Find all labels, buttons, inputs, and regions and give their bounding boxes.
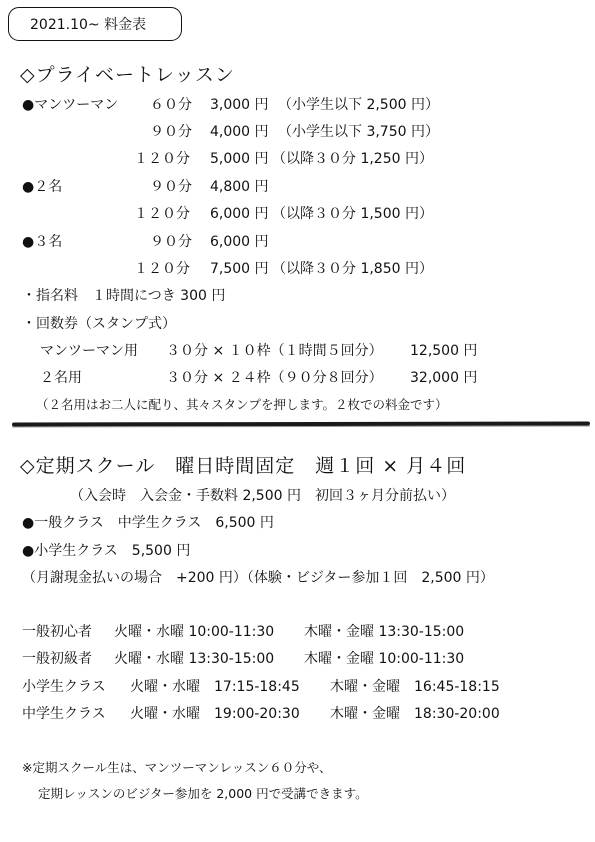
ticket-label: ２名用 <box>40 370 82 386</box>
schedule-class: 一般初級者 <box>22 651 92 667</box>
row-note: （以降３０分 1,500 円） <box>272 206 433 222</box>
schedule-slot-a: 火曜・水曜 10:00-11:30 <box>114 624 275 640</box>
section-divider <box>12 421 590 426</box>
row-note: （小学生以下 3,750 円） <box>278 124 439 140</box>
entry-note: （入会時 入会金・手数料 2,500 円 初回３ヶ月分前払い） <box>70 488 455 504</box>
schedule-slot-a: 火曜・水曜 13:30-15:00 <box>114 651 275 667</box>
regular-school-heading: ◇定期スクール 曜日時間固定 週１回 × 月４回 <box>20 455 467 477</box>
ticket-price: 12,500 円 <box>410 343 478 359</box>
schedule-slot-b: 木曜・金曜 18:30-20:00 <box>330 706 500 722</box>
row-price: 4,800 円 <box>210 179 269 195</box>
row-note: （小学生以下 2,500 円） <box>278 97 439 113</box>
cash-payment-note: （月謝現金払いの場合 +200 円）（体験・ビジター参加１回 2,500 円） <box>22 570 494 586</box>
schedule-slot-a: 火曜・水曜 19:00-20:30 <box>130 706 300 722</box>
schedule-class: 中学生クラス <box>22 706 106 722</box>
private-lesson-heading: ◇プライベートレッスン <box>20 64 235 86</box>
row-price: 5,000 円 <box>210 151 269 167</box>
row-time: ９０分 <box>150 179 192 195</box>
row-price: 7,500 円 <box>210 261 269 277</box>
schedule-class: 小学生クラス <box>22 679 106 695</box>
row-price: 3,000 円 <box>210 97 269 113</box>
general-class-price: ●一般クラス 中学生クラス 6,500 円 <box>22 515 274 531</box>
ticket-detail: ３０分 × ２４枠（９０分８回分） <box>166 370 383 386</box>
row-price: 4,000 円 <box>210 124 269 140</box>
row-note: （以降３０分 1,250 円） <box>272 151 433 167</box>
row-note: （以降３０分 1,850 円） <box>272 261 433 277</box>
row-label: ●３名 <box>22 234 63 250</box>
ticket-label: マンツーマン用 <box>40 343 138 359</box>
title-badge-text: 2021.10~ 料金表 <box>30 17 147 33</box>
schedule-slot-b: 木曜・金曜 16:45-18:15 <box>330 679 500 695</box>
ticket-detail: ３０分 × １０枠（１時間５回分） <box>166 343 383 359</box>
row-label: ●２名 <box>22 179 63 195</box>
nomination-fee: ・指名料 １時間につき 300 円 <box>22 288 226 304</box>
row-time: １２０分 <box>134 261 190 277</box>
ticket-price: 32,000 円 <box>410 370 478 386</box>
schedule-slot-b: 木曜・金曜 10:00-11:30 <box>304 651 465 667</box>
schedule-slot-b: 木曜・金曜 13:30-15:00 <box>304 624 465 640</box>
row-time: ９０分 <box>150 234 192 250</box>
row-time: １２０分 <box>134 151 190 167</box>
tickets-title: ・回数券（スタンプ式） <box>22 316 176 332</box>
row-label: ●マンツーマン <box>22 97 119 113</box>
footnote-line-1: ※定期スクール生は、マンツーマンレッスン６０分や、 <box>22 760 332 775</box>
row-time: ９０分 <box>150 124 192 140</box>
row-time: １２０分 <box>134 206 190 222</box>
footnote-line-2: 定期レッスンのビジター参加を 2,000 円で受講できます。 <box>38 786 368 801</box>
row-price: 6,000 円 <box>210 234 269 250</box>
tickets-note: （２名用はお二人に配り、其々スタンプを押します。２枚での料金です） <box>36 397 448 412</box>
row-price: 6,000 円 <box>210 206 269 222</box>
elementary-class-price: ●小学生クラス 5,500 円 <box>22 543 191 559</box>
row-time: ６０分 <box>150 97 192 113</box>
schedule-slot-a: 火曜・水曜 17:15-18:45 <box>130 679 300 695</box>
schedule-class: 一般初心者 <box>22 624 92 640</box>
